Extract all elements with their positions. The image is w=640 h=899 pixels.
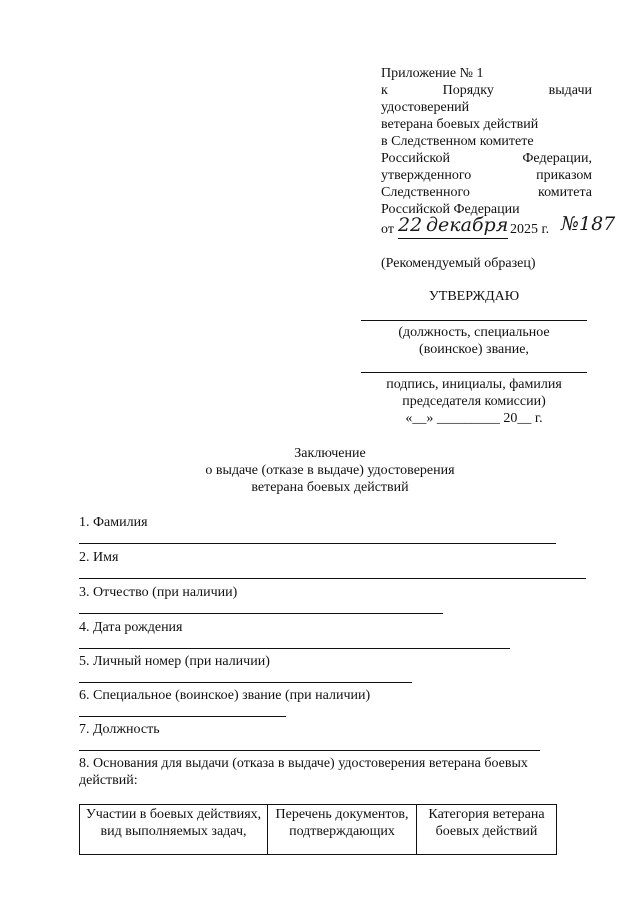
field-name-label: 2. Имя [79, 550, 119, 565]
appendix-line-7: утвержденного приказом [381, 168, 592, 183]
date-year: 2025 г. [510, 222, 550, 237]
field-position-line [79, 750, 540, 751]
field-surname-line [79, 543, 556, 544]
appendix-line-9: Российской Федерации [381, 202, 520, 217]
document-subtitle-1: о выдаче (отказе в выдаче) удостоверения [205, 463, 455, 478]
table-header-cell-2: Перечень документов, подтверждающих [268, 805, 417, 855]
handwritten-day: 22 [398, 214, 423, 236]
approval-title: УТВЕРЖДАЮ [428, 289, 520, 304]
grounds-table [79, 804, 557, 855]
appendix-line-8: Следственного комитета [381, 185, 592, 200]
appendix-line-6: Российской Федерации, [381, 151, 592, 166]
field-grounds-label: 8. Основания для выдачи (отказа в выдаче) удостоверения ветерана боевых [79, 756, 528, 771]
approval-signature-line [361, 372, 587, 373]
appendix-line-4: ветерана боевых действий [381, 117, 539, 132]
approval-position-line [361, 320, 587, 321]
appendix-title: Приложение № 1 [381, 66, 484, 81]
field-rank-line [79, 716, 286, 717]
field-birth-date-line [79, 648, 510, 649]
table-header-cell-1: Участии в боевых действиях, вид выполняемых задач, [80, 805, 268, 855]
field-personal-number-line [79, 682, 412, 683]
field-grounds-label-cont: действий: [79, 773, 138, 788]
approval-signature-caption-2: председателя комиссии) [402, 394, 546, 409]
field-personal-number-label: 5. Личный номер (при наличии) [79, 654, 270, 669]
date-underline [398, 238, 508, 239]
field-birth-date-label: 4. Дата рождения [79, 620, 183, 635]
field-rank-label: 6. Специальное (воинское) звание (при наличии) [79, 688, 371, 703]
handwritten-order-number: №187 [561, 213, 616, 235]
field-name-line [79, 578, 586, 579]
approval-position-caption-2: (воинское) звание, [419, 342, 529, 357]
table-header-cell-3: Категория ветерана боевых действий [417, 805, 557, 855]
approval-position-caption-1: (должность, специальное [398, 325, 550, 340]
sample-note: (Рекомендуемый образец) [381, 256, 536, 271]
document-title: Заключение [294, 446, 366, 461]
field-patronymic-label: 3. Отчество (при наличии) [79, 585, 238, 600]
approval-date-line: «__» _________ 20__ г. [405, 411, 543, 426]
approval-signature-caption-1: подпись, инициалы, фамилия [386, 377, 562, 392]
field-patronymic-line [79, 613, 443, 614]
table-row [80, 805, 557, 855]
appendix-line-3: удостоверений [381, 100, 470, 115]
appendix-line-5: в Следственном комитете [381, 134, 534, 149]
field-surname-label: 1. Фамилия [79, 515, 148, 530]
appendix-line-2: к Порядку выдачи [381, 83, 592, 98]
field-position-label: 7. Должность [79, 722, 160, 737]
document-subtitle-2: ветерана боевых действий [251, 480, 409, 495]
date-prefix: от [381, 222, 394, 237]
handwritten-month: декабря [426, 214, 509, 236]
